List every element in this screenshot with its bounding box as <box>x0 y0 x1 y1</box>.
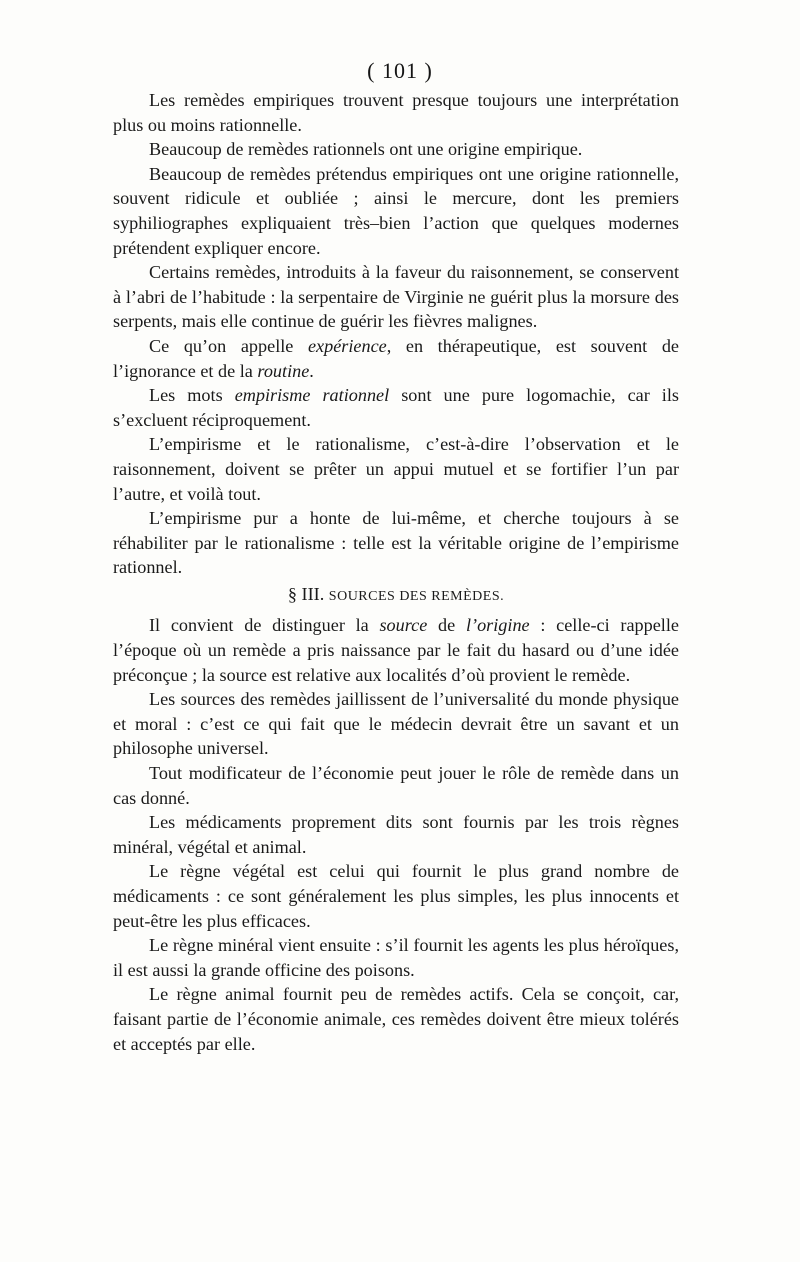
text-run: , en thérapeutique, est souvent de l’ignorance et de la <box>113 335 679 381</box>
section-number: § III. <box>287 583 325 604</box>
section-title: SOURCES DES REMÈDES. <box>328 588 505 604</box>
paragraph: Certains remèdes, introduits à la faveur du raisonnement, se conservent à l’abri de l’habitude : la serpentaire de Virginie ne guérit plus la morsure des serpents, mais elle continue de guérir les fièvres malignes. <box>113 262 679 332</box>
paragraph: L’empirisme et le rationalisme, c’est-à-dire l’observation et le raisonnement, doivent se prêter un appui mutuel et se fortifier l’un par l’autre, et voilà tout. <box>113 434 679 504</box>
paragraph: L’empirisme pur a honte de lui-même, et cherche toujours à se réhabiliter par le rationalisme : telle est la véritable origine de l’empirisme rationnel. <box>113 508 679 578</box>
paragraph: Beaucoup de remèdes rationnels ont une origine empirique. <box>149 139 583 160</box>
italic-term: empirisme rationnel <box>234 385 390 406</box>
paragraph: Les sources des remèdes jaillissent de l’universalité du monde physique et moral : c’est ce qui fait que le médecin devrait être un savant et un philosophe universel. <box>113 689 679 759</box>
text-run: Il convient de distinguer la <box>149 615 380 636</box>
page-body <box>113 88 679 1056</box>
text-run: sont une pure logomachie, car ils s’excluent réciproquement. <box>113 385 679 430</box>
italic-term: routine <box>257 360 310 381</box>
text-run: Les mots <box>149 385 235 406</box>
paragraph: Les remèdes empiriques trouvent presque toujours une interprétation plus ou moins rationnelle. <box>113 90 679 135</box>
text-run: . <box>309 360 314 381</box>
paragraph: Le règne animal fournit peu de remèdes actifs. Cela se conçoit, car, faisant partie de l’économie animale, ces remèdes doivent être mieux tolérés et acceptés par elle. <box>113 984 679 1054</box>
paragraph: Beaucoup de remèdes prétendus empiriques ont une origine rationnelle, souvent ridicule et oubliée ; ainsi le mercure, dont les premiers syphiliographes expliquaient très–bien l’action que quelques modernes prétendent expliquer encore. <box>113 163 679 258</box>
text-run: : celle-ci rappelle l’époque où un remède a pris naissance par le fait du hasard ou d’une idée préconçue ; la source est relative aux localités d’où provient le remède. <box>113 615 679 685</box>
paragraph-experience <box>113 334 679 383</box>
italic-term: source <box>379 615 428 636</box>
paragraph-empirisme <box>113 383 679 432</box>
text-run: Ce qu’on appelle <box>149 335 308 356</box>
page-number: ( 101 ) <box>367 58 433 83</box>
paragraph: Les médicaments proprement dits sont fournis par les trois règnes minéral, végétal et animal. <box>113 812 679 857</box>
paragraph-source <box>113 613 679 687</box>
italic-term: l’origine <box>465 615 530 636</box>
paragraph: Le règne végétal est celui qui fournit le plus grand nombre de médicaments : ce sont généralement les plus simples, les plus innocents et peut-être les plus efficaces. <box>113 861 679 931</box>
paragraph: Le règne minéral vient ensuite : s’il fournit les agents les plus héroïques, il est aussi la grande officine des poisons. <box>113 935 679 980</box>
italic-term: expérience <box>307 335 387 356</box>
paragraph: Tout modificateur de l’économie peut jouer le rôle de remède dans un cas donné. <box>113 763 679 808</box>
section-heading <box>113 582 679 610</box>
text-run: de <box>427 615 466 636</box>
